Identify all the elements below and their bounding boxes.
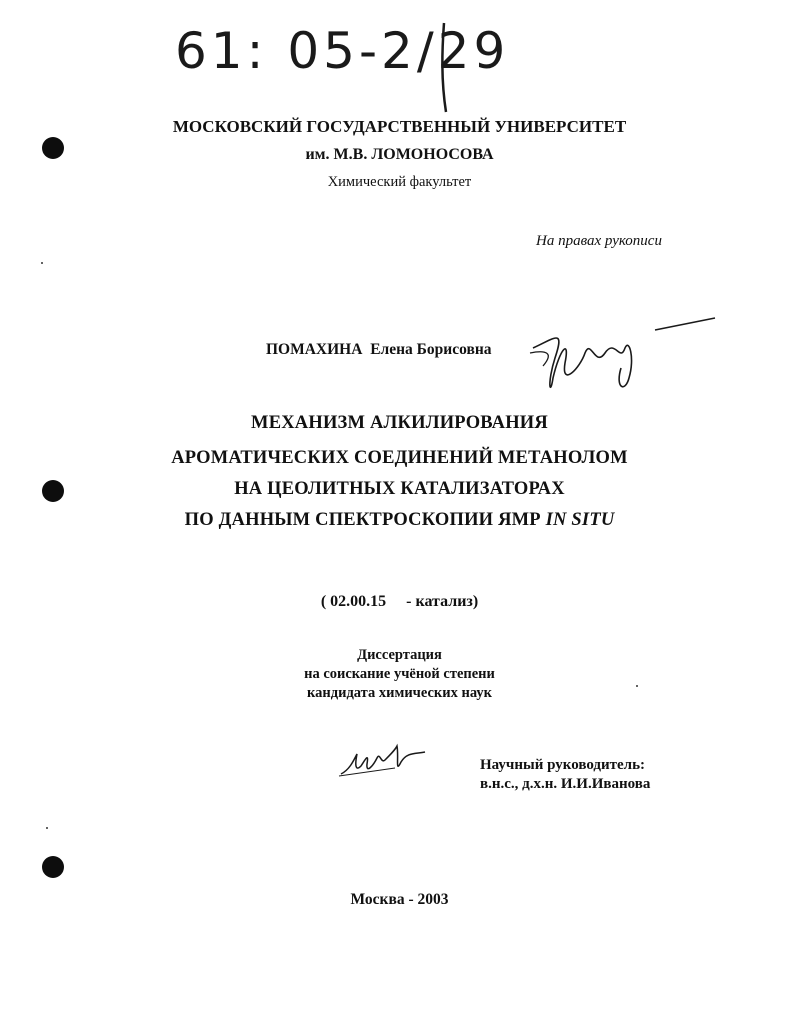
title-in-situ: IN SITU: [545, 510, 615, 530]
scan-speck: [46, 827, 48, 829]
title-line-3: НА ЦЕОЛИТНЫХ КАТАЛИЗАТОРАХ: [234, 479, 565, 499]
specialty-name: - катализ): [406, 593, 479, 610]
supervisor-label: Научный руководитель:: [480, 757, 645, 773]
supervisor-signature: [335, 740, 445, 785]
university-honorific: им. М.В. ЛОМОНОСОВА: [305, 146, 494, 163]
dissertation-label: Диссертация: [357, 647, 442, 663]
degree-sought: на соискание учёной степени: [304, 666, 495, 682]
punch-hole-bottom: [42, 856, 64, 878]
place-year: Москва - 2003: [350, 891, 449, 908]
title-line-4-text: ПО ДАННЫМ СПЕКТРОСКОПИИ ЯМР: [184, 510, 546, 530]
author-surname: ПОМАХИНА: [266, 341, 363, 358]
degree-field: кандидата химических наук: [307, 685, 492, 701]
supervisor-name: в.н.с., д.х.н. И.И.Иванова: [480, 776, 651, 792]
faculty-name: Химический факультет: [327, 174, 472, 190]
title-line-1: МЕХАНИЗМ АЛКИЛИРОВАНИЯ: [251, 413, 548, 433]
scan-speck: [41, 262, 43, 264]
author-name: [266, 341, 492, 359]
title-line-2: АРОМАТИЧЕСКИХ СОЕДИНЕНИЙ МЕТАНОЛОМ: [171, 448, 628, 468]
specialty-code: ( 02.00.15: [320, 593, 387, 610]
specialty: [0, 593, 799, 611]
archive-number-stroke: [430, 20, 460, 115]
title-line-4: [0, 510, 799, 531]
author-signature: [525, 308, 725, 403]
manuscript-rights: На правах рукописи: [536, 233, 662, 249]
author-given-names: Елена Борисовна: [370, 341, 492, 358]
archive-number-handwritten: 61: 05-2/29: [175, 22, 510, 80]
university-name: МОСКОВСКИЙ ГОСУДАРСТВЕННЫЙ УНИВЕРСИТЕТ: [172, 117, 627, 136]
